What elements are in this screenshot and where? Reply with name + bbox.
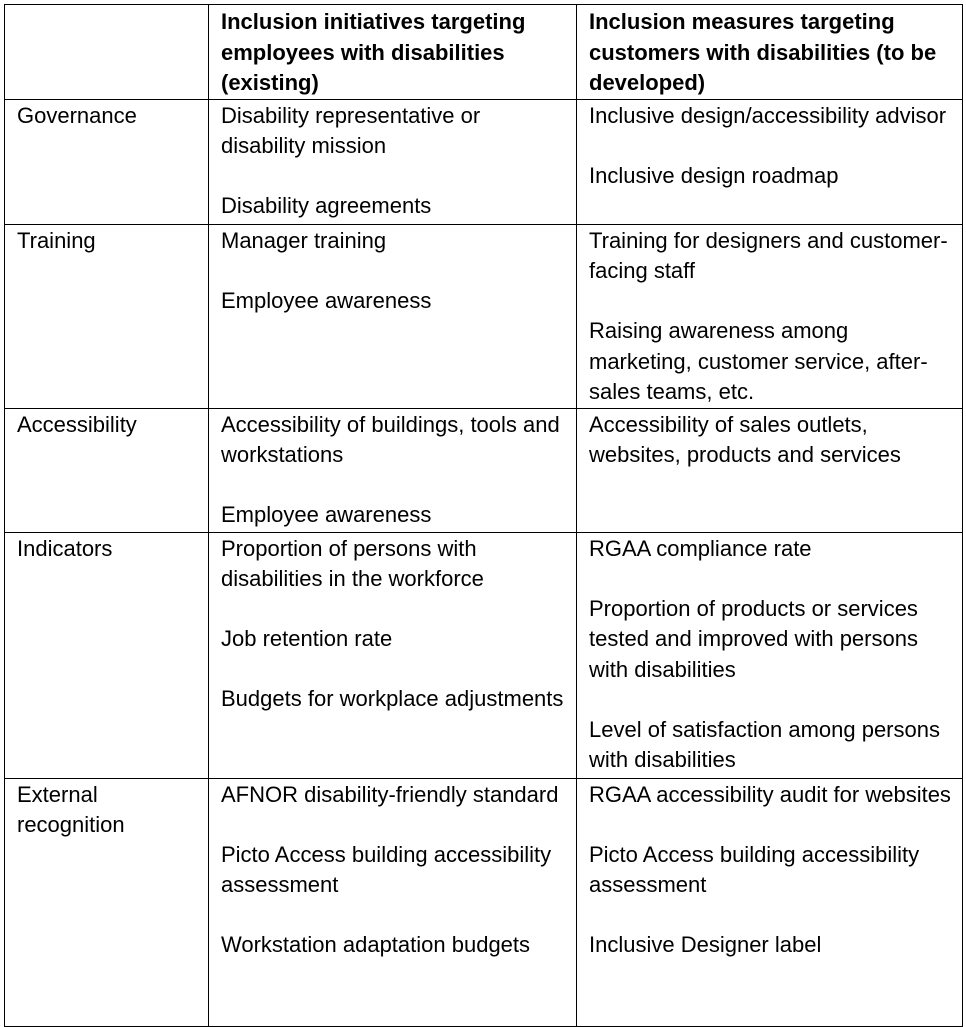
list-item: Disability representative or disability mission (221, 102, 481, 158)
table-row (5, 778, 963, 1026)
customers-cell (577, 532, 963, 778)
list-item: Accessibility of buildings, tools and workstations (221, 411, 560, 467)
list-item: Proportion of persons with disabilities in the workforce (221, 535, 484, 591)
list-item: Proportion of products or services tested and improved with persons with disabilities (589, 595, 918, 682)
employees-cell (209, 408, 577, 532)
list-item: Manager training (221, 227, 387, 253)
list-item: Accessibility of sales outlets, websites, products and services (589, 411, 901, 467)
list-item: RGAA compliance rate (589, 535, 812, 561)
table-row (5, 99, 963, 224)
row-label: External recognition (5, 778, 209, 1026)
employees-cell (209, 224, 577, 408)
employees-cell (209, 99, 577, 224)
customers-cell (577, 408, 963, 532)
employees-cell (209, 532, 577, 778)
table-row (5, 532, 963, 778)
customers-cell (577, 99, 963, 224)
list-item: Inclusive design roadmap (589, 162, 839, 188)
row-label: Governance (5, 99, 209, 224)
list-item: AFNOR disability-friendly standard (221, 781, 559, 807)
row-label: Training (5, 224, 209, 408)
list-item: Inclusive Designer label (589, 932, 822, 957)
header-empty-cell (5, 5, 209, 100)
list-item: Raising awareness among marketing, customer service, after-sales teams, etc. (589, 318, 928, 404)
header-employees: Inclusion initiatives targeting employees with disabilities (existing) (209, 5, 577, 100)
list-item: Picto Access building accessibility assessment (221, 841, 552, 897)
row-label: Accessibility (5, 408, 209, 532)
header-customers: Inclusion measures targeting customers with disabilities (to be developed) (577, 5, 963, 100)
customers-cell (577, 224, 963, 408)
list-item: Employee awareness (221, 502, 432, 527)
table-row (5, 408, 963, 532)
inclusion-comparison-table (4, 4, 963, 1027)
table-row (5, 224, 963, 408)
list-item: Budgets for workplace adjustments (221, 686, 564, 711)
list-item: Training for designers and customer-facing staff (589, 227, 948, 283)
list-item: RGAA accessibility audit for websites (589, 781, 951, 807)
list-item: Picto Access building accessibility assessment (589, 841, 920, 897)
row-label: Indicators (5, 532, 209, 778)
list-item: Level of satisfaction among persons with disabilities (589, 716, 940, 772)
employees-cell (209, 778, 577, 1026)
list-item: Inclusive design/accessibility advisor (589, 102, 947, 128)
list-item: Job retention rate (221, 626, 393, 651)
list-item: Disability agreements (221, 193, 432, 218)
list-item: Employee awareness (221, 287, 432, 313)
customers-cell (577, 778, 963, 1026)
table-header-row (5, 5, 963, 100)
list-item: Workstation adaptation budgets (221, 932, 531, 957)
